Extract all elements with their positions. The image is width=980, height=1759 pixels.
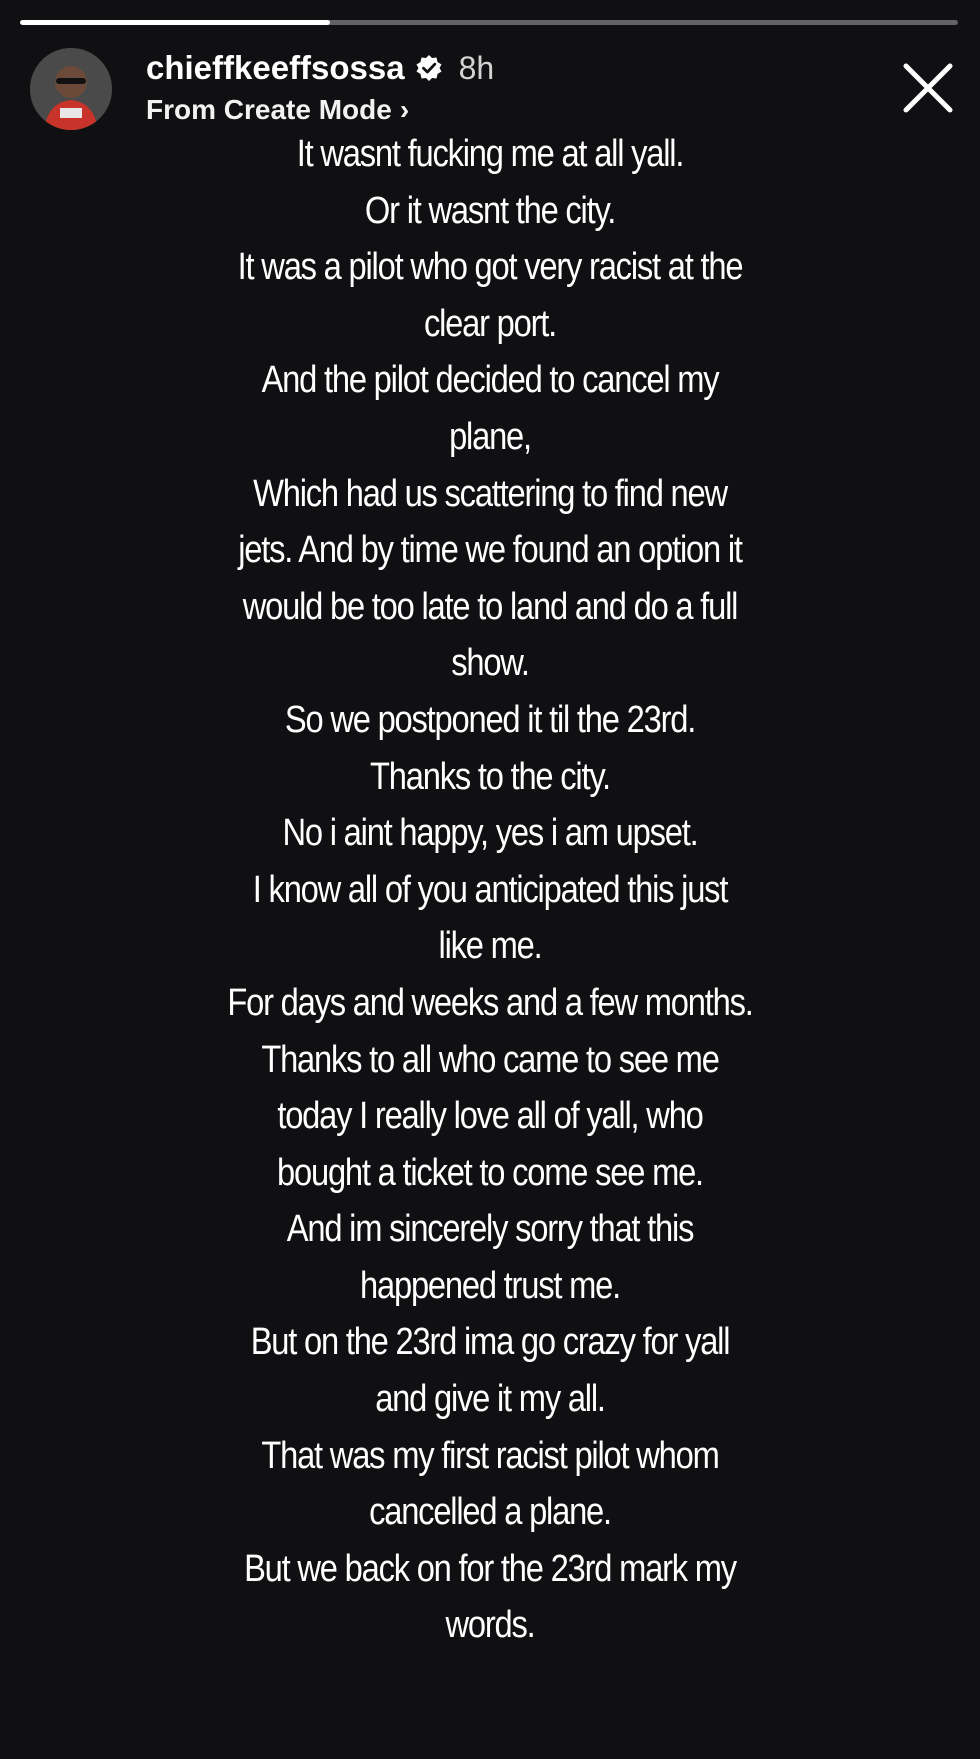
story-text-line: For days and weeks and a few months. [227,981,753,1024]
story-text-line: Thanks to the city. [370,755,610,798]
username[interactable]: chieffkeeffsossa [146,49,405,86]
story-text-line: show. [451,642,529,685]
story-text-line: It was a pilot who got very racist at the [237,246,743,289]
story-text-line: It wasnt fucking me at all yall. [296,133,684,175]
story-text-line: and give it my all. [375,1378,605,1421]
story-text-line: And the pilot decided to cancel my [261,359,719,402]
create-mode-link[interactable] [146,92,409,128]
close-button[interactable] [898,58,958,118]
story-header [30,46,950,132]
story-text-line: like me. [438,925,542,968]
story-text-line: And im sincerely sorry that this [286,1208,694,1251]
story-text-line: happened trust me. [360,1264,620,1307]
story-text-line: jets. And by time we found an option it [238,529,742,572]
story-text-line: bought a ticket to come see me. [277,1151,703,1194]
story-text-line: Or it wasnt the city. [364,189,616,232]
story-text-line: But on the 23rd ima go crazy for yall [250,1321,730,1364]
story-text-line: words. [445,1604,535,1647]
story-text-line: clear port. [423,302,557,345]
story-text-line: So we postponed it til the 23rd. [284,698,696,741]
avatar-image [30,48,112,130]
story-progress-fill [20,20,330,25]
close-icon [898,58,958,118]
story-text-line: Thanks to all who came to see me [261,1038,719,1081]
story-text-line: But we back on for the 23rd mark my [244,1547,736,1590]
story-progress-bar [20,20,958,25]
story-text-line: That was my first racist pilot whom [261,1434,719,1477]
time-ago: 8h [458,49,495,86]
story-text-line: I know all of you anticipated this just [252,868,728,911]
story-text-line: today I really love all of yall, who [277,1095,703,1138]
story-text-line: Which had us scattering to find new [253,472,727,515]
chevron-right-icon: › [399,94,410,125]
avatar[interactable] [30,48,112,130]
story-text-line: cancelled a plane. [369,1491,611,1534]
story-text-line: would be too late to land and do a full [242,585,738,628]
story-text-line: No i aint happy, yes i am upset. [282,812,698,855]
story-text-block [140,126,840,1654]
subtitle-label: From Create Mode [146,94,392,125]
verified-badge-icon [415,54,443,82]
username-row [146,46,494,90]
story-text-line: plane, [449,415,531,458]
